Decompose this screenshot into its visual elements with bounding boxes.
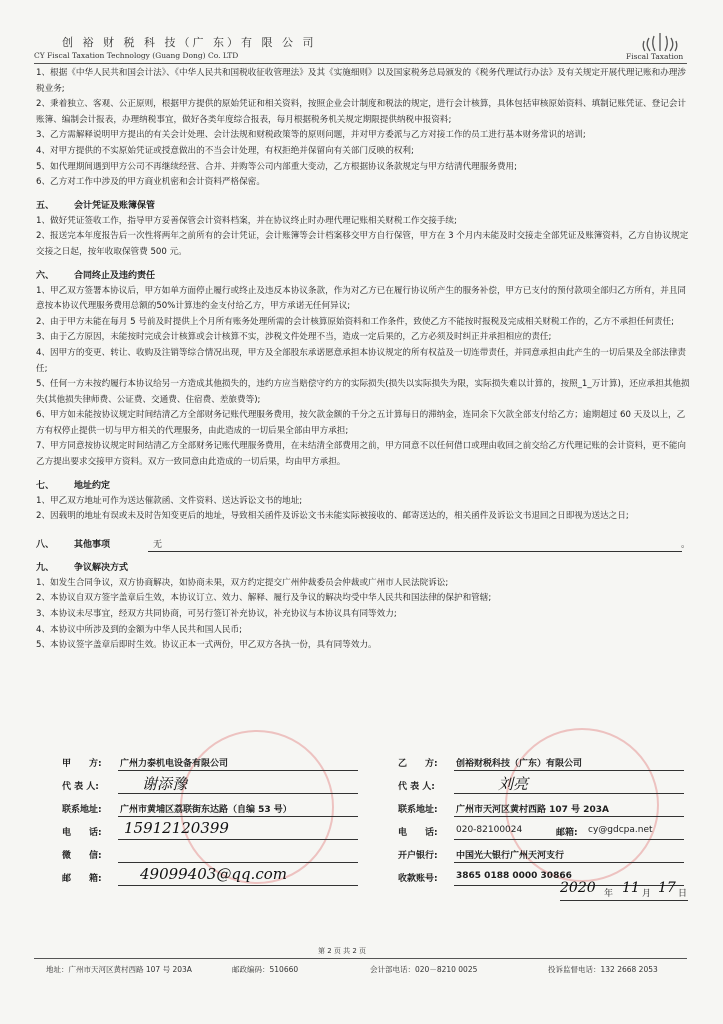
list-item: 6、乙方对工作中涉及的甲方商业机密和会计资料严格保密。 (36, 177, 265, 188)
party-a-phone: 15912120399 (124, 819, 229, 837)
party-a-block (62, 756, 362, 886)
list-item: 3、乙方需解释说明甲方提出的有关会计处理、会计法规和财税政策等的原则问题，并对甲方委派与乙方对接工作的员工进行基本财务常识的培训; (36, 130, 586, 141)
list-item: 6、甲方如未能按协议规定时间结清乙方全部财务记账代理服务费用，按欠款金额的千分之五计算每日的滞纳金，连同余下欠款全部支付给乙方；逾期超过 60 天及以上，乙方有权停止提供一切与甲方相关的代理服务，由此造成的一切后果全部由甲方承担; (36, 410, 686, 436)
section-heading: 五、 会计凭证及账簿保管 (36, 200, 156, 211)
party-b-account-label: 收款账号: (398, 874, 438, 884)
list-item: 5、本协议签字盖章后即时生效。协议正本一式两份，甲乙双方各执一份，具有同等效力。 (36, 640, 377, 651)
party-b-bank-label: 开户银行: (398, 851, 438, 861)
party-b-rep-label: 代 表 人: (398, 782, 435, 792)
list-item: 4、因甲方的变更、转让、收购及注销等综合情况出现，甲方及全部股东承诺愿意承担本协议规定的所有权益及一切连带责任，并同意承担由此产生的一切后果及全部法律责任; (36, 347, 687, 374)
list-item: 1、甲乙双方地址可作为送达催款函、文件资料、送达诉讼文书的地址; (36, 495, 303, 506)
logo-caption: Fiscal Taxation (626, 52, 684, 61)
list-item: 3、由于乙方原因，未能按时完成会计核算或会计核算不实，涉税文件处理不当，造成一定后果的，乙方必须及时纠正并承担相应的责任; (36, 332, 552, 343)
party-a-phone-label: 电 话: (62, 828, 102, 838)
list-item: 2、本协议自双方签字盖章后生效，本协议订立、效力、解释、履行及争议的解决均受中华人民共和国法律的保护和管辖; (36, 593, 492, 604)
party-b-phone-label: 电 话: (398, 828, 438, 838)
section-heading: 九、 争议解决方式 (36, 562, 129, 573)
party-b-bank: 中国光大银行广州天河支行 (456, 851, 565, 861)
party-a-email-label: 邮 箱: (62, 874, 102, 884)
list-item: 7、甲方同意按协议规定时间结清乙方全部财务记账代理服务费用，在未结清全部费用之前，甲方同意不以任何借口或理由收回之前交给乙方代理记账的会计资料，更不能向乙方提出要求交接甲方资料。双方一致同意由此造成的一切后果，均由甲方承担。 (36, 441, 687, 468)
party-b-signature: 刘亮 (498, 775, 529, 793)
list-item: 2、因载明的地址有误或未及时告知变更后的地址，导致相关函件及诉讼文书未能实际被接收的、邮寄送达的，相关函件及诉讼文书退回之日即视为送达之日; (36, 511, 629, 522)
party-b-email: cy@gdcpa.net (588, 825, 653, 835)
intro-list (36, 66, 692, 191)
footer-phone: 会计部电话：020－8210 0025 (370, 965, 478, 974)
company-logo-icon (641, 30, 679, 54)
list-item: 2、秉着独立、客观、公正原则，根据甲方提供的原始凭证和相关资料，按照企业会计制度和税法的规定，进行会计核算，具体包括审核原始资料、填制记账凭证、登记会计账簿、编制会计报表，办理纳税事宜，做好各类年度综合报表，每月根据税务机关规定期限提供纳税申报资料; (36, 99, 687, 125)
party-a-email: 49099403@qq.com (140, 865, 287, 883)
footer-postcode: 邮政编码：510660 (232, 965, 299, 974)
party-b-account: 3865 0188 0000 30866 (456, 871, 572, 881)
company-name-en: CY Fiscal Taxation Technology (Guang Dong) Co. LTD (34, 51, 239, 60)
list-item: 1、做好凭证签收工作，指导甲方妥善保管会计资料档案，并在协议终止时办理代理记账相关财税工作交接手续; (36, 215, 457, 226)
date-month: 11 (622, 880, 640, 896)
list-item: 5、如代理期间遇到甲方公司不再继续经营、合并、并购等公司内部重大变动，乙方根据协议条款规定与甲方结清代理服务费用; (36, 161, 518, 172)
company-name-cn: 创 裕 财 税 科 技（广 东）有 限 公 司 (62, 36, 317, 49)
footer-complaint-phone: 投诉监督电话：132 2668 2053 (548, 965, 658, 974)
party-b-email-label: 邮箱: (556, 828, 578, 838)
list-item: 5、任何一方未按约履行本协议给另一方造成其他损失的，违约方应当赔偿守约方的实际损失(损失以实际损失为限，实际损失难以计算的，按照_1_万计算)，还应承担其他损失(其他损失律师费、公证费、交通费、住宿费、差旅费等); (36, 379, 690, 405)
header-divider (34, 63, 687, 64)
list-item: 3、本协议未尽事宜，经双方共同协商，可另行签订补充协议，补充协议与本协议具有同等效力; (36, 609, 397, 620)
signing-date: 2020 年 11 月 17 日 (560, 880, 688, 899)
party-a-signature: 谢添豫 (142, 775, 188, 793)
party-a-address-label: 联系地址: (62, 805, 102, 815)
party-a-address: 广州市黄埔区荔联街东达路（自编 53 号） (120, 805, 292, 815)
party-a-rep-label: 代 表 人: (62, 782, 99, 792)
date-year: 2020 (560, 880, 596, 896)
party-b-label: 乙 方: (398, 759, 438, 769)
other-matters-value: 无 (153, 539, 163, 550)
date-day: 17 (658, 880, 676, 896)
page-number: 第 2 页 共 2 页 (318, 947, 367, 955)
party-a-name: 广州力泰机电设备有限公司 (120, 759, 229, 769)
other-matters-row: 八、 其他事项 无 。 (36, 537, 692, 553)
footer-address: 地址：广州市天河区黄村西路 107 号 203A (46, 965, 192, 974)
party-b-phone: 020-82100024 (456, 825, 523, 835)
section-heading: 六、 合同终止及违约责任 (36, 270, 156, 281)
list-item: 4、本协议中所涉及到的金额为中华人民共和国人民币; (36, 624, 243, 635)
list-item: 1、如发生合同争议，双方协商解决，如协商未果，双方约定提交广州仲裁委员会仲裁或广州市人民法院诉讼; (36, 577, 449, 588)
list-item: 1、根据《中华人民共和国会计法》、《中华人民共和国税收征收管理法》及其《实施细则》以及国家税务总局颁发的《税务代理试行办法》及有关规定开展代理记账和办理涉税业务; (36, 68, 686, 94)
party-b-name: 创裕财税科技（广东）有限公司 (456, 759, 583, 769)
list-item: 2、由于甲方未能在每月 5 号前及时提供上个月所有账务处理所需的会计核算原始资料和工作条件，致使乙方不能按时报税及完成相关财税工作的，乙方不承担任何责任; (36, 316, 675, 327)
footer-divider (34, 958, 687, 959)
party-b-address-label: 联系地址: (398, 805, 438, 815)
contract-body (36, 66, 692, 654)
list-item: 2、报送完本年度报告后一次性将两年之前所有的会计凭证，会计账簿等会计档案移交甲方自行保管，甲方在 3 个月内未能及时交接走全部凭证及账簿资料，乙方自协议规定交接之日起，按年收取保管费 500 元。 (36, 231, 689, 257)
list-item: 1、甲乙双方签署本协议后，甲方如单方面停止履行或终止及违反本协议条款，作为对乙方已在履行协议所产生的服务补偿，甲方已支付的预付款项全部归乙方所有，并且同意按本协议代理服务费用总额的50%计算违约金支付给乙方，甲方承诺无任何异议; (36, 285, 687, 312)
party-b-block (398, 756, 698, 886)
party-a-label: 甲 方: (62, 759, 102, 769)
party-a-wechat-label: 微 信: (62, 851, 102, 861)
party-b-address: 广州市天河区黄村西路 107 号 203A (456, 805, 609, 815)
list-item: 4、对甲方提供的不实原始凭证或授意做出的不当会计处理，有权拒绝并保留向有关部门反映的权利; (36, 145, 414, 156)
section-heading: 七、 地址约定 (36, 480, 111, 491)
